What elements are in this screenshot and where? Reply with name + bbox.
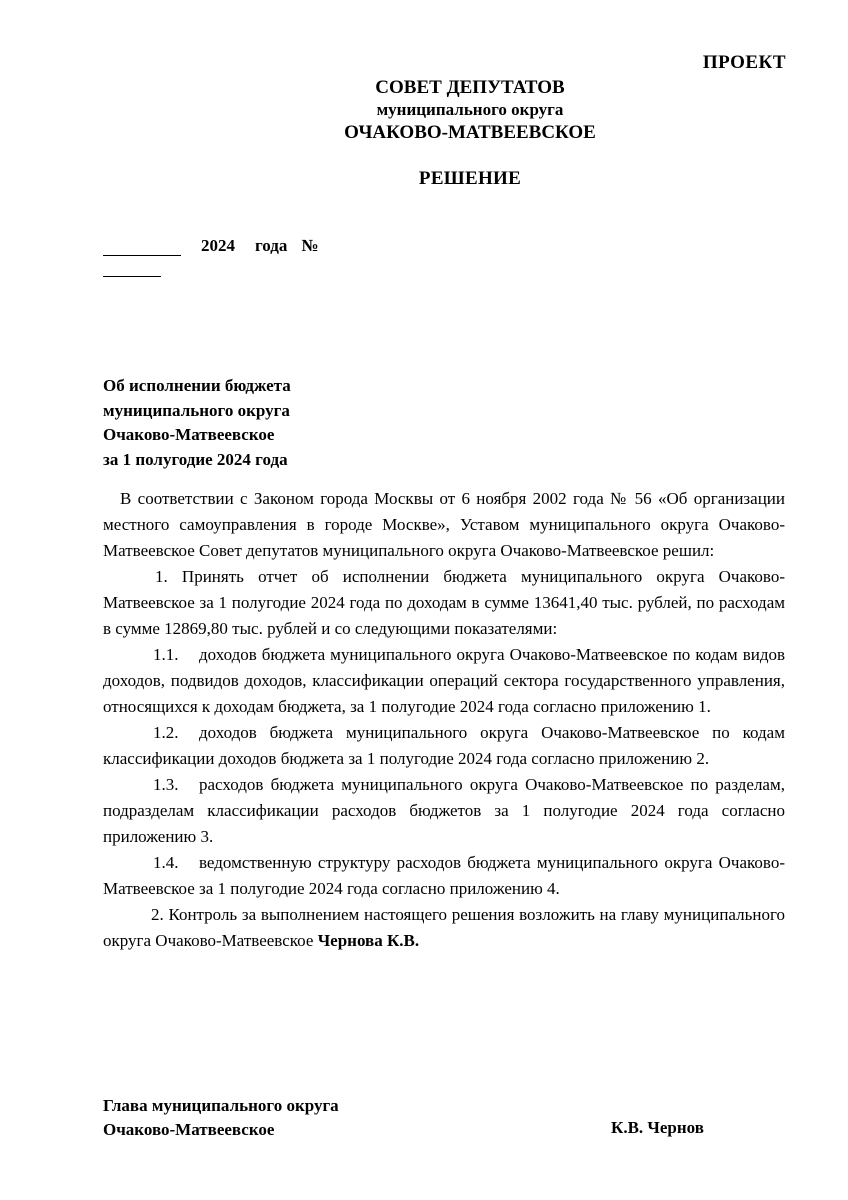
subject-line: за 1 полугодие 2024 года — [103, 449, 288, 469]
date-year-word: года — [255, 236, 288, 255]
number-blank — [103, 258, 161, 277]
paragraph-1-4 — [103, 850, 785, 902]
paragraph-1-3 — [103, 772, 785, 850]
item-text: ведомственную структуру расходов бюджета муниципального округа Очаково-Матвеевское за 1 полугодие 2024 года согласно приложению 4. — [103, 853, 785, 898]
paragraph-2 — [103, 902, 785, 954]
council-title: СОВЕТ ДЕПУТАТОВ — [375, 77, 565, 98]
project-label: ПРОЕКТ — [702, 52, 786, 73]
decision-subject — [103, 374, 291, 472]
item-text: доходов бюджета муниципального округа Очаково-Матвеевское по кодам классификации доходов бюджета за 1 полугодие 2024 года согласно приложению 2. — [103, 723, 785, 768]
subject-line: Очаково-Матвеевское — [103, 425, 275, 444]
item-number: 1.2. — [153, 723, 179, 742]
item-number: 1.3. — [153, 775, 179, 794]
signature-title-line: Очаково-Матвеевское — [103, 1120, 275, 1139]
subject-line: муниципального округа — [103, 400, 290, 420]
item-number: 1.1. — [153, 645, 179, 664]
document-type: РЕШЕНИЕ — [418, 168, 522, 189]
date-year: 2024 — [201, 236, 235, 255]
district-name: ОЧАКОВО-МАТВЕЕВСКОЕ — [344, 122, 596, 143]
item-number: 1.4. — [153, 853, 179, 872]
paragraph-2-text: 2. Контроль за выполнением настоящего решения возложить на главу муниципального округа Очаково-Матвеевское — [103, 905, 785, 950]
signature-name: К.В. Чернов — [611, 1118, 704, 1137]
district-line: муниципального округа — [376, 100, 564, 119]
item-text: доходов бюджета муниципального округа Очаково-Матвеевское по кодам видов доходов, подвидов доходов, классификации операций сектора государственного управления, относящихся к доходам бюджета, за 1 полугодие 2024 года согласно приложению 1. — [103, 645, 785, 716]
date-line — [103, 236, 319, 256]
paragraph-1: 1. Принять отчет об исполнении бюджета муниципального округа Очаково-Матвеевское за 1 полугодие 2024 года по доходам в сумме 13641,40 тыс. рублей, по расходам в сумме 12869,80 тыс. рублей и со следующими показателями: — [103, 567, 785, 638]
date-blank — [103, 237, 181, 256]
item-text: расходов бюджета муниципального округа Очаково-Матвеевское по разделам, подразделам классификации расходов бюджетов за 1 полугодие 2024 года согласно приложению 3. — [103, 775, 785, 846]
signature-title-line: Глава муниципального округа — [103, 1096, 339, 1115]
intro-paragraph: В соответствии с Законом города Москвы от 6 ноября 2002 года № 56 «Об организации местного самоуправления в городе Москве», Уставом муниципального округа Очаково-Матвеевское Совет депутатов муниципального округа Очаково-Матвеевское решил: — [103, 489, 785, 560]
subject-line: Об исполнении бюджета — [103, 376, 291, 395]
decision-body — [103, 486, 785, 954]
signature-title — [103, 1094, 339, 1142]
responsible-person: Чернова К.В. — [317, 931, 420, 950]
paragraph-1-1 — [103, 642, 785, 720]
paragraph-1-2 — [103, 720, 785, 772]
number-sign: № — [301, 236, 319, 255]
